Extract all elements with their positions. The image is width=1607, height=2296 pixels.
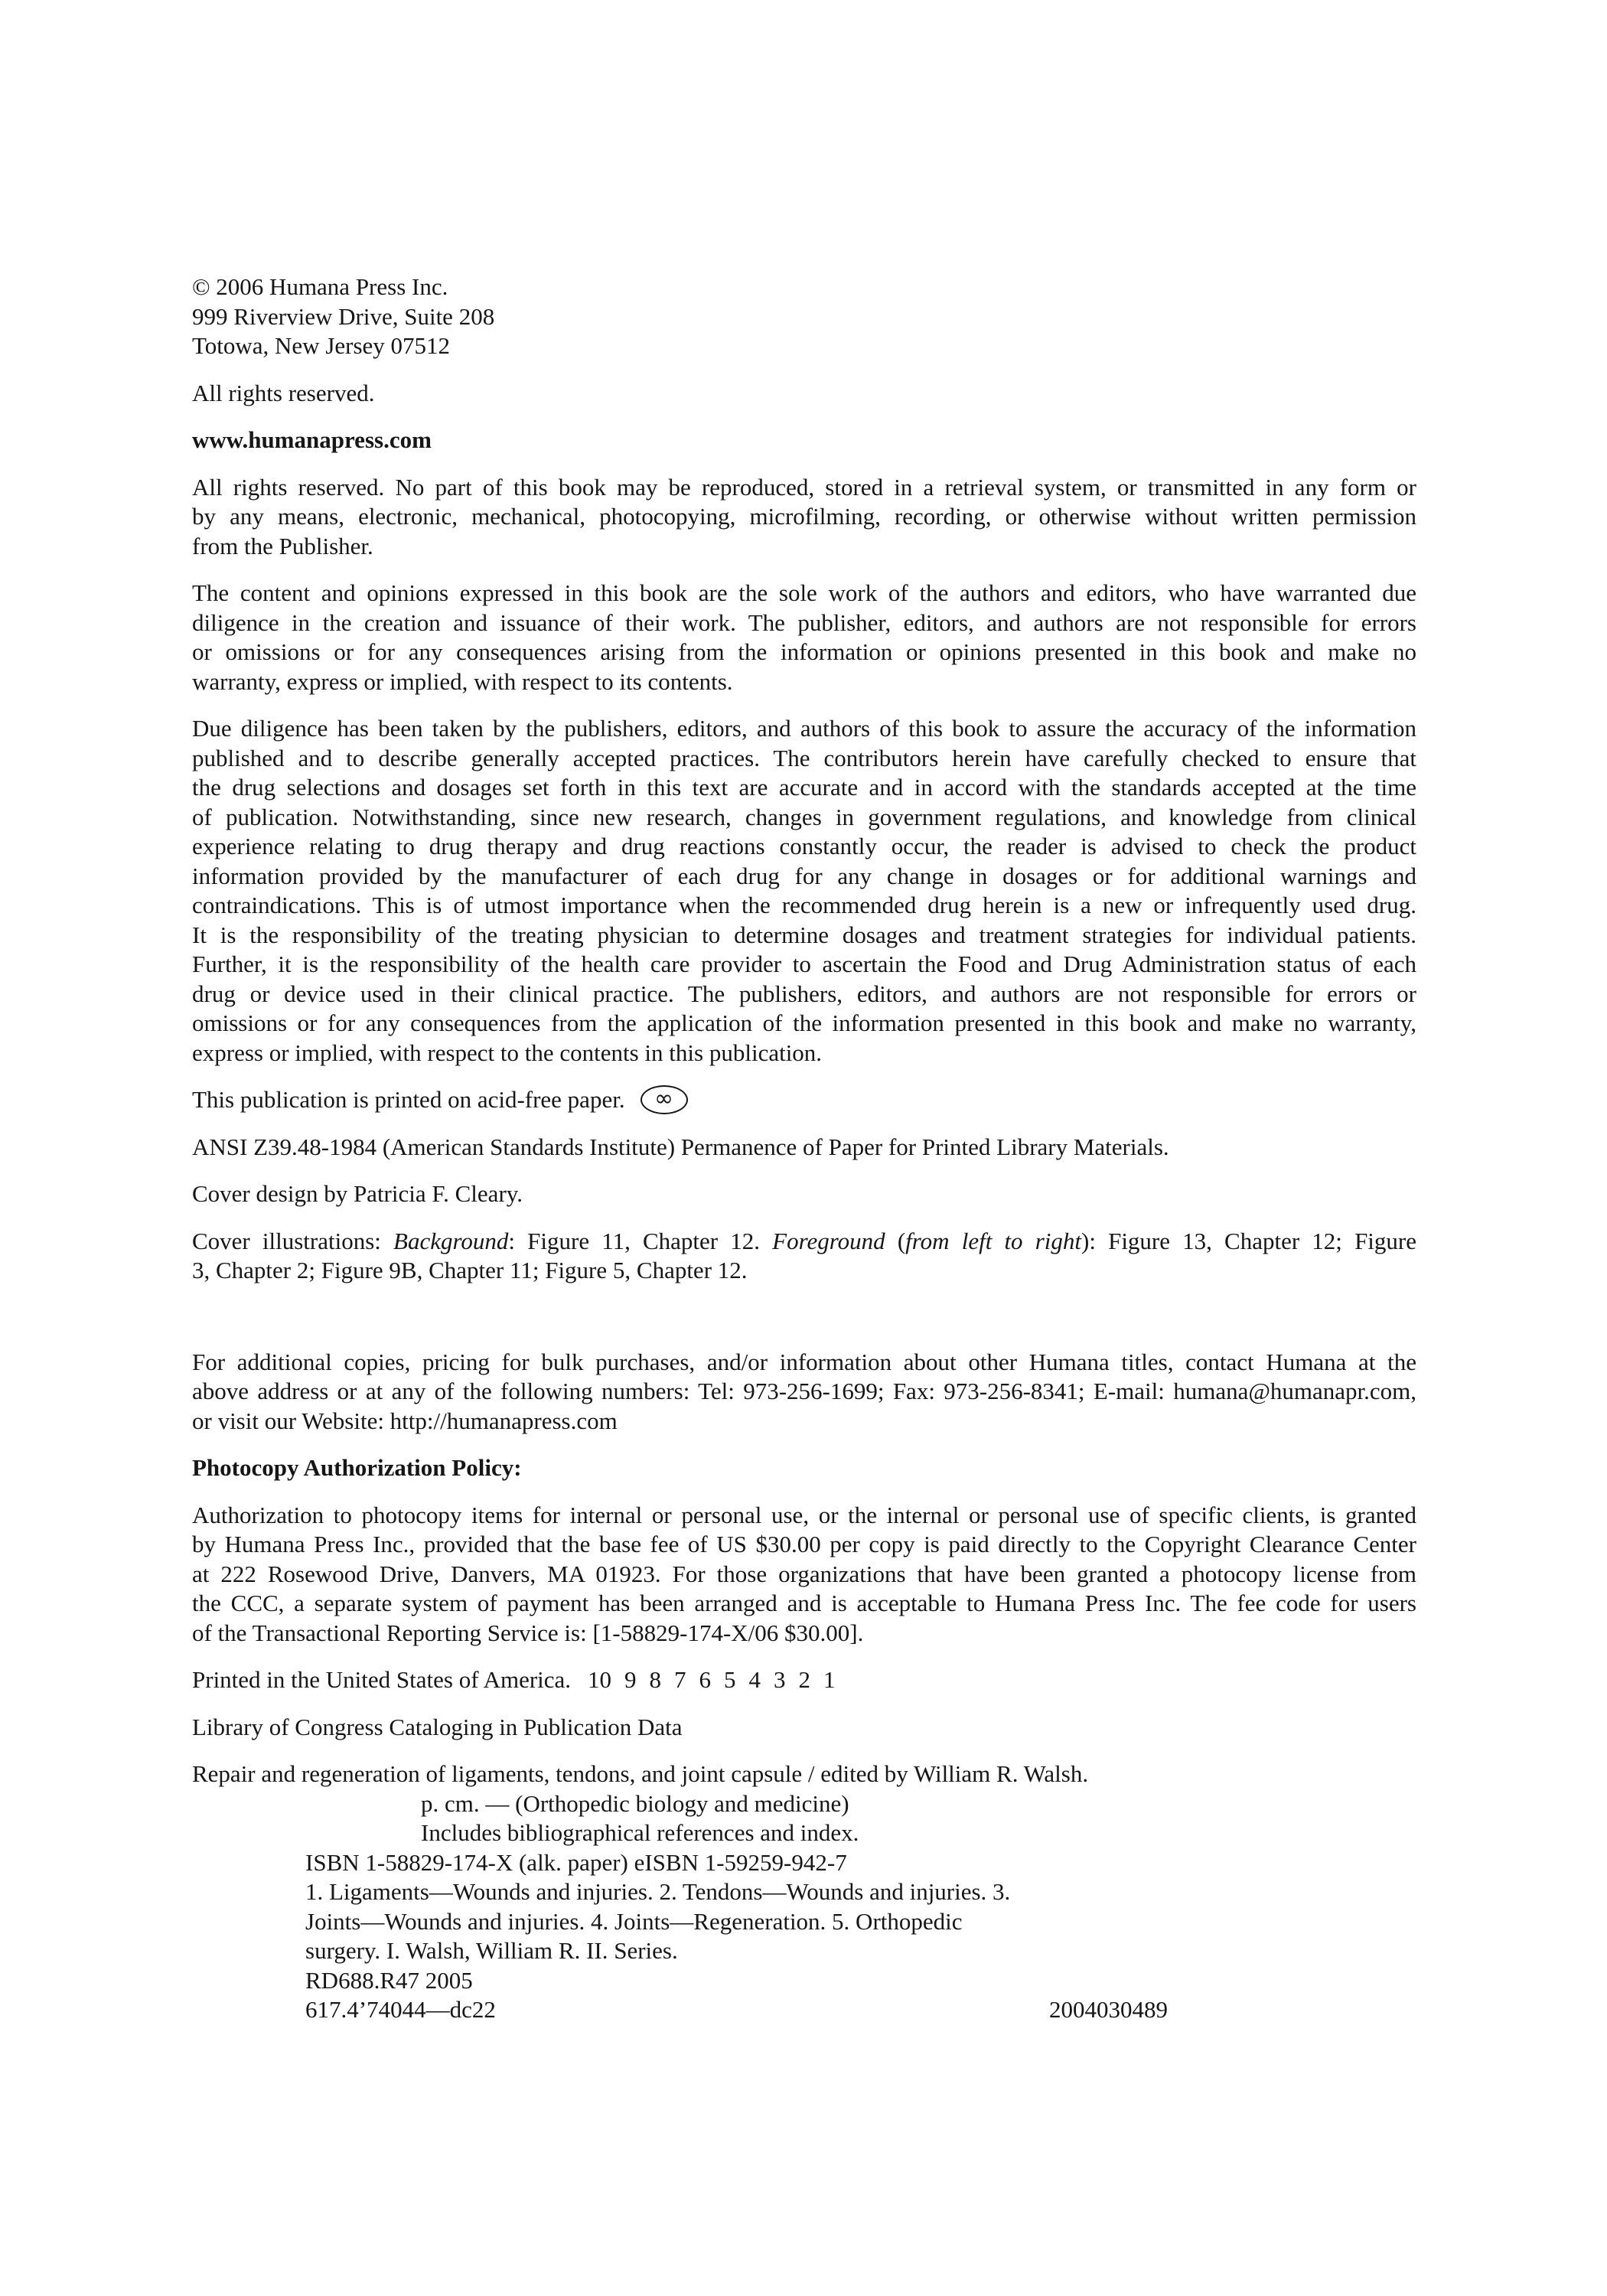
printing-number: 5	[724, 1666, 736, 1693]
printing-number: 2	[798, 1666, 811, 1693]
photocopy-line: Authorization to photocopy items for internal or personal use, or the internal or personal use of specific clients, is granted	[192, 1501, 1416, 1528]
cip-subject-line: 1. Ligaments—Wounds and injuries. 2. Tendons—Wounds and injuries. 3.	[305, 1878, 1011, 1905]
diligence-line: published and to describe generally accepted practices. The contributors herein have carefully checked to ensure that	[192, 744, 1416, 771]
printing-number: 1	[823, 1666, 836, 1693]
printing-number: 3	[774, 1666, 786, 1693]
copyright-line: © 2006 Humana Press Inc.	[192, 273, 448, 300]
printed-in-text: Printed in the United States of America.	[192, 1666, 572, 1693]
diligence-line: Further, it is the responsibility of the health care provider to ascertain the Food and Drug Administration status of each	[192, 951, 1416, 977]
rights-line: All rights reserved. No part of this book may be reproduced, stored in a retrieval system, or transmitted in any form or	[192, 473, 1416, 501]
rights-paragraph	[192, 473, 1416, 562]
diligence-line: of publication. Notwithstanding, since new research, changes in government regulations, and knowledge from clinical	[192, 803, 1416, 830]
cover-illustrations-line	[192, 1227, 1416, 1257]
printing-number: 10	[588, 1666, 612, 1693]
cover-illustrations	[192, 1227, 1416, 1286]
printed-in	[192, 1665, 1416, 1695]
website-link[interactable]: www.humanapress.com	[192, 426, 432, 453]
cover-illustrations-line-2: 3, Chapter 2; Figure 9B, Chapter 11; Figure 5, Chapter 12.	[192, 1257, 748, 1283]
content-line: warranty, express or implied, with respect to its contents.	[192, 667, 733, 695]
cip-bibliography: Includes bibliographical references and index.	[421, 1819, 859, 1846]
infinity-icon: ∞	[641, 1085, 688, 1114]
cover-label: Cover illustrations:	[192, 1227, 394, 1254]
content-line: or omissions or for any consequences arising from the information or opinions presented in this book and make no	[192, 638, 1416, 665]
photocopy-heading: Photocopy Authorization Policy:	[192, 1454, 522, 1481]
content-line: The content and opinions expressed in this book are the sole work of the authors and editors, who have warranted due	[192, 579, 1416, 606]
cover-design-credit: Cover design by Patricia F. Cleary.	[192, 1180, 523, 1207]
cip-isbn: ISBN 1-58829-174-X (alk. paper) eISBN 1-59259-942-7	[305, 1848, 847, 1876]
cip-subject-line: Joints—Wounds and injuries. 4. Joints—Regeneration. 5. Orthopedic	[305, 1907, 963, 1935]
additional-copies	[192, 1348, 1416, 1437]
rights-line: from the Publisher.	[192, 532, 373, 559]
content-disclaimer	[192, 579, 1416, 696]
publisher-block	[192, 272, 1416, 361]
diligence-line: experience relating to drug therapy and drug reactions constantly occur, the reader is advised to check the product	[192, 833, 1416, 859]
background-text: : Figure 11, Chapter 12.	[508, 1227, 773, 1254]
diligence-line: contraindications. This is of utmost importance when the recommended drug herein is a new or infrequently used drug.	[192, 892, 1416, 918]
cip-lccn: 2004030489	[1049, 1996, 1168, 2023]
diligence-line: It is the responsibility of the treating physician to determine dosages and treatment strategies for individual patients.	[192, 921, 1416, 948]
diligence-line: omissions or for any consequences from the application of the information presented in this book and make no warranty,	[192, 1009, 1416, 1036]
rights-reserved: All rights reserved.	[192, 379, 375, 406]
cip-block	[192, 1760, 1416, 2025]
foreground-label: Foreground	[772, 1227, 885, 1254]
additional-copies-line: or visit our Website: http://humanapress.com	[192, 1407, 618, 1434]
cip-dewey: 617.4’74044—dc22	[305, 1996, 496, 2023]
printing-number: 6	[699, 1666, 712, 1693]
address-line-1: 999 Riverview Drive, Suite 208	[192, 302, 495, 330]
cip-series: p. cm. — (Orthopedic biology and medicine)	[421, 1789, 849, 1817]
address-line-2: Totowa, New Jersey 07512	[192, 332, 451, 359]
diligence-line: information provided by the manufacturer of each drug for any change in dosages or for additional warnings and	[192, 862, 1416, 889]
content-line: diligence in the creation and issuance of their work. The publisher, editors, and authors are not responsible for errors	[192, 608, 1416, 636]
cip-classification-row	[192, 1995, 1416, 2025]
spacer	[192, 1303, 1416, 1348]
photocopy-line: the CCC, a separate system of payment has been arranged and is acceptable to Humana Press Inc. The fee code for users	[192, 1590, 1416, 1616]
printing-number: 9	[624, 1666, 637, 1693]
ansi-notice: ANSI Z39.48-1984 (American Standards Institute) Permanence of Paper for Printed Library Materials.	[192, 1133, 1169, 1160]
additional-copies-line: above address or at any of the following numbers: Tel: 973-256-1699; Fax: 973-256-8341; E-mail: humana@humanapr.com,	[192, 1378, 1416, 1404]
loc-heading: Library of Congress Cataloging in Publication Data	[192, 1713, 683, 1740]
acid-free-text: This publication is printed on acid-free paper.	[192, 1086, 625, 1113]
cip-title: Repair and regeneration of ligaments, tendons, and joint capsule / edited by William R. Walsh.	[192, 1760, 1089, 1787]
diligence-line: express or implied, with respect to the contents in this publication.	[192, 1039, 823, 1066]
cip-call-number: RD688.R47 2005	[305, 1966, 473, 1994]
diligence-disclaimer	[192, 714, 1416, 1068]
direction-text: from left to right	[905, 1227, 1081, 1254]
cip-subject-line: surgery. I. Walsh, William R. II. Series.	[305, 1937, 678, 1964]
photocopy-line: by Humana Press Inc., provided that the base fee of US $30.00 per copy is paid directly to the Copyright Clearance Center	[192, 1531, 1416, 1557]
printing-number: 8	[649, 1666, 662, 1693]
photocopy-line: of the Transactional Reporting Service is: [1-58829-174-X/06 $30.00].	[192, 1619, 864, 1646]
photocopy-policy	[192, 1501, 1416, 1649]
background-label: Background	[393, 1227, 509, 1254]
additional-copies-line: For additional copies, pricing for bulk purchases, and/or information about other Humana titles, contact Humana at the	[192, 1348, 1416, 1375]
foreground-text: ): Figure 13, Chapter 12; Figure	[1081, 1227, 1417, 1254]
diligence-line: the drug selections and dosages set forth in this text are accurate and in accord with the standards accepted at the time	[192, 774, 1416, 801]
printing-number: 7	[674, 1666, 686, 1693]
paren-open: (	[885, 1227, 906, 1254]
rights-line: by any means, electronic, mechanical, photocopying, microfilming, recording, or otherwise without written permission	[192, 503, 1416, 530]
diligence-line: drug or device used in their clinical practice. The publishers, editors, and authors are not responsible for errors or	[192, 980, 1416, 1007]
printing-number: 4	[748, 1666, 761, 1693]
page-content	[192, 272, 1416, 2025]
photocopy-line: at 222 Rosewood Drive, Danvers, MA 01923. For those organizations that have been granted a photocopy license from	[192, 1560, 1416, 1587]
acid-free-notice	[192, 1085, 1416, 1115]
diligence-line: Due diligence has been taken by the publishers, editors, and authors of this book to assure the accuracy of the information	[192, 715, 1416, 742]
